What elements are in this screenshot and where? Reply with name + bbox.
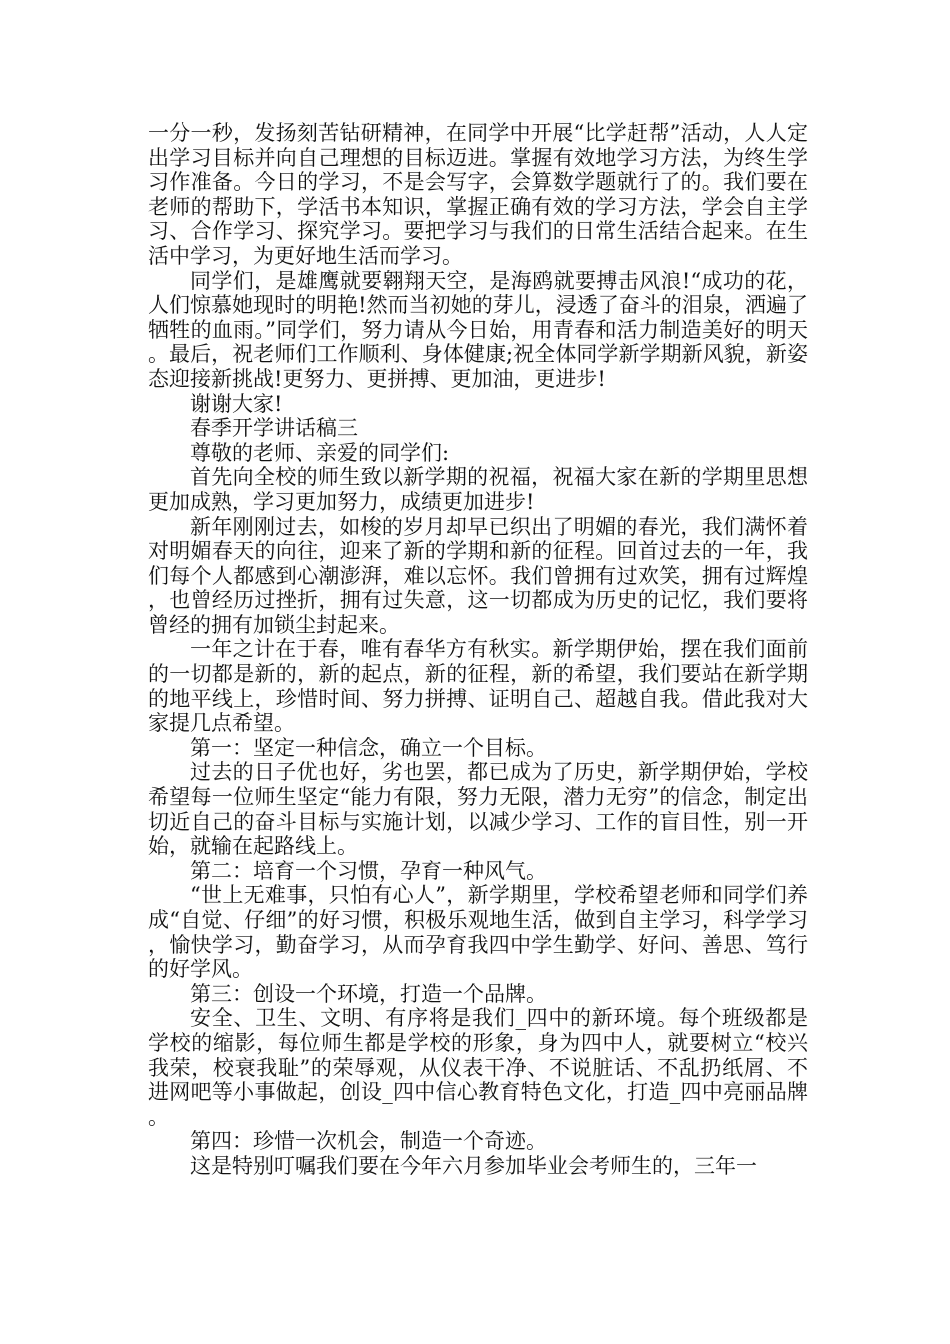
paragraph: 同学们，是雄鹰就要翱翔天空，是海鸥就要搏击风浪!“成功的花，人们惊慕她现时的明艳!然而当初她的芽儿，浸透了奋斗的泪泉，洒遍了牺牲的血雨。”同学们，努力请从今日始，用青春和活力制造美好的明天。最后，祝老师们工作顺利、身体健康;祝全体同学新学期新风貌，新姿态迎接新挑战!更努力、更拼搏、更加油，更进步! (148, 268, 808, 391)
paragraph: 首先向全校的师生致以新学期的祝福，祝福大家在新的学期里思想更加成熟，学习更加努力，成绩更加进步! (148, 465, 808, 514)
paragraph: 安全、卫生、文明、有序将是我们_四中的新环境。每个班级都是学校的缩影，每位师生都是学校的形象，身为四中人，就要树立“校兴我荣，校衰我耻”的荣辱观，从仪表干净、不说脏话、不乱扔纸屑、不进网吧等小事做起，创设_四中信心教育特色文化，打造_四中亮丽品牌。 (148, 1006, 808, 1129)
point-heading: 第二：培育一个习惯，孕育一种风气。 (190, 858, 547, 883)
paragraph: 过去的日子优也好，劣也罢，都已成为了历史，新学期伊始，学校希望每一位师生坚定“能力有限，努力无限，潜力无穷”的信念，制定出切近自己的奋斗目标与实施计划，以减少学习、工作的盲目性，别一开始，就输在起路线上。 (148, 760, 808, 859)
paragraph: 新年刚刚过去，如梭的岁月却早已织出了明媚的春光，我们满怀着对明媚春天的向往，迎来了新的学期和新的征程。回首过去的一年，我们每个人都感到心潮澎湃，难以忘怀。我们曾拥有过欢笑，拥有过辉煌，也曾经历过挫折，拥有过失意，这一切都成为历史的记忆，我们要将曾经的拥有加锁尘封起来。 (148, 514, 808, 637)
paragraph: 一年之计在于春，唯有春华方有秋实。新学期伊始，摆在我们面前的一切都是新的，新的起点，新的征程，新的希望，我们要站在新学期的地平线上，珍惜时间、努力拼搏、证明自己、超越自我。借此我对大家提几点希望。 (148, 637, 808, 736)
point-heading: 第四：珍惜一次机会，制造一个奇迹。 (190, 1129, 547, 1154)
closing-thanks: 谢谢大家! (190, 391, 283, 416)
section-heading: 春季开学讲话稿三 (190, 416, 358, 441)
salutation: 尊敬的老师、亲爱的同学们: (190, 440, 450, 465)
point-heading: 第三：创设一个环境，打造一个品牌。 (190, 981, 547, 1006)
paragraph: “世上无难事，只怕有心人”，新学期里，学校希望老师和同学们养成“自觉、仔细”的好习惯，积极乐观地生活，做到自主学习，科学学习，愉快学习，勤奋学习，从而孕育我四中学生勤学、好问、善思、笃行的好学风。 (148, 883, 808, 982)
point-heading: 第一：坚定一种信念，确立一个目标。 (190, 735, 547, 760)
paragraph: 一分一秒，发扬刻苦钻研精神，在同学中开展“比学赶帮”活动，人人定出学习目标并向自己理想的目标迈进。掌握有效地学习方法，为终生学习作准备。今日的学习，不是会写字，会算数学题就行了的。我们要在老师的帮助下，学活书本知识，掌握正确有效的学习方法，学会自主学习、合作学习、探究学习。要把学习与我们的日常生活结合起来。在生活中学习，为更好地生活而学习。 (148, 121, 808, 268)
paragraph: 这是特别叮嘱我们要在今年六月参加毕业会考师生的，三年一 (190, 1153, 757, 1178)
document-body (148, 121, 808, 1179)
